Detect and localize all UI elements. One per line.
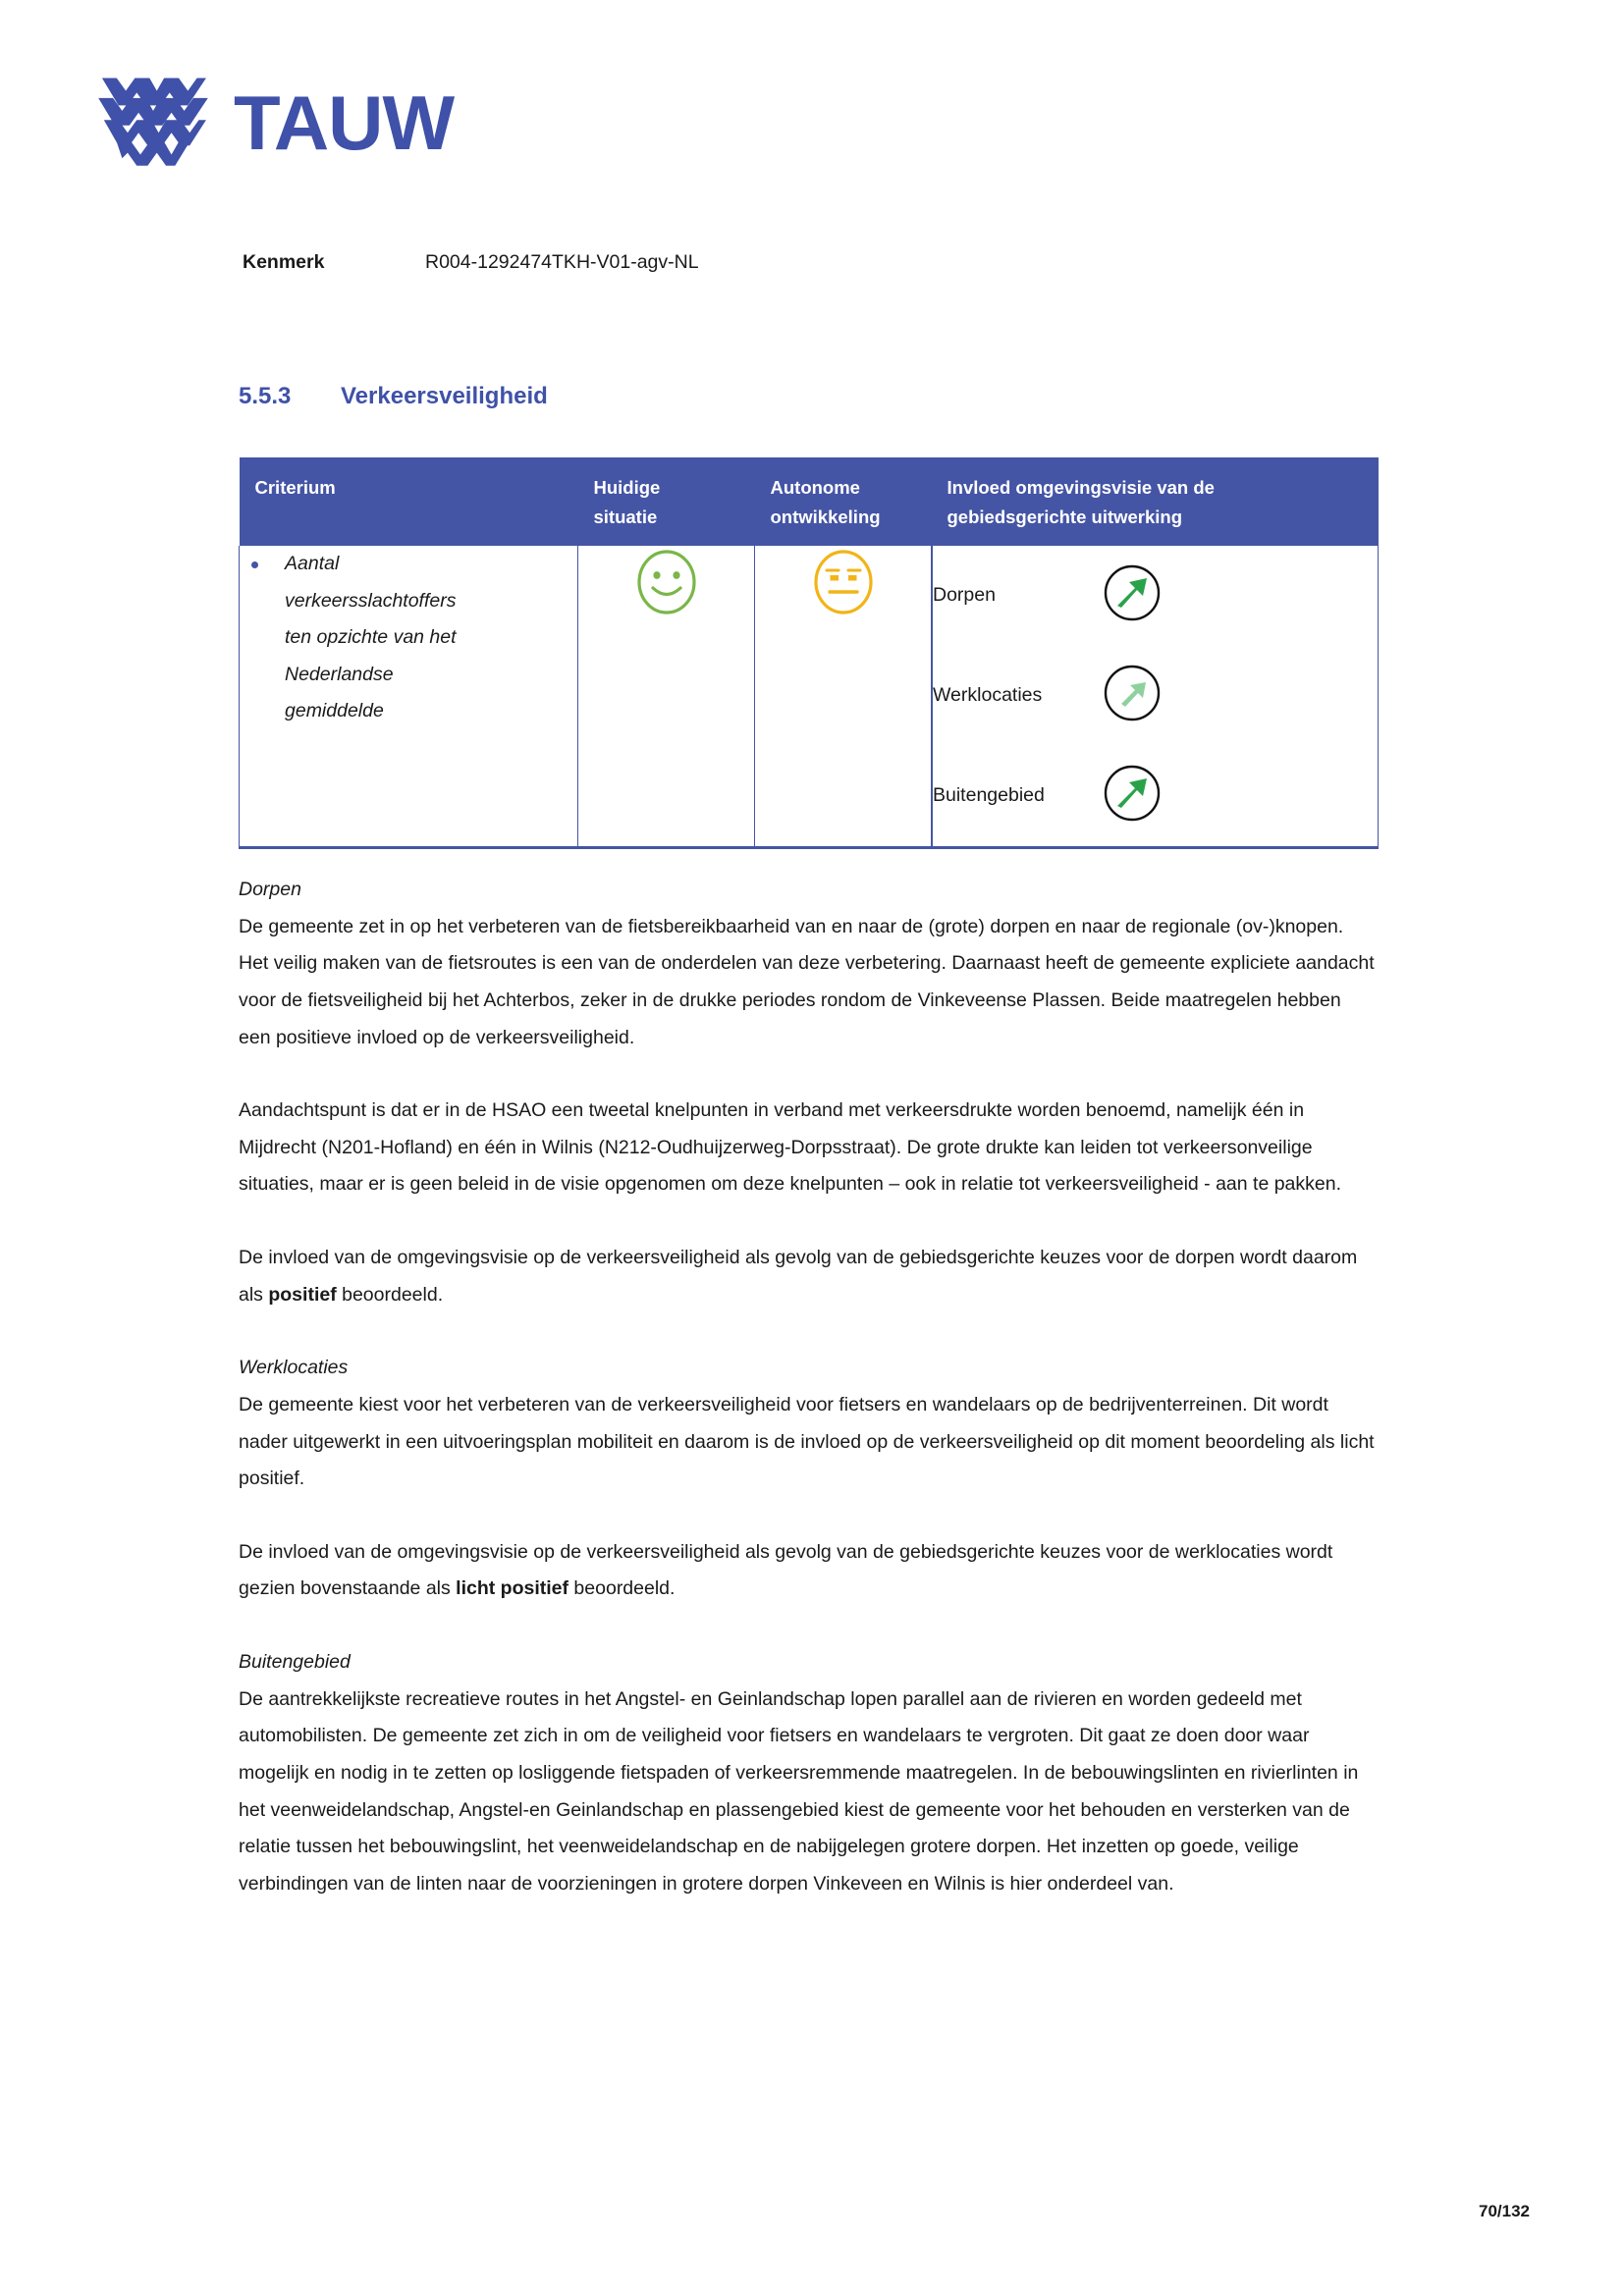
influence-label-dorpen: Dorpen [933, 546, 1099, 646]
influence-label-werklocaties: Werklocaties [933, 646, 1099, 746]
section-title: Verkeersveiligheid [341, 383, 548, 409]
body-content [239, 872, 1378, 1902]
influence-row-buitengebied [933, 746, 1378, 846]
influence-cell [932, 546, 1379, 848]
paragraph-text-a: De invloed van de omgevingsvisie op de verkeersveiligheid als gevolg van de gebiedsgerichte keuzes voor de werklocaties wordt gezien bovenstaande als [239, 1540, 1333, 1600]
subheading-dorpen: Dorpen [239, 879, 301, 900]
column-header-huidige-situatie: Huidige situatie [578, 457, 755, 546]
paragraph-spacer [239, 1498, 1378, 1534]
paragraph-text-a: De invloed van de omgevingsvisie op de verkeersveiligheid als gevolg van de gebiedsgerichte keuzes voor de dorpen wordt daarom als [239, 1247, 1358, 1306]
influence-icon-cell-buitengebied [1098, 746, 1378, 846]
paragraph-text-b: beoordeeld. [568, 1577, 676, 1600]
paragraph-spacer [239, 1203, 1378, 1240]
tauw-logo [98, 71, 454, 175]
assessment-table [239, 457, 1379, 849]
kenmerk-label: Kenmerk [243, 251, 325, 273]
arrow-up-right-icon [1098, 659, 1166, 727]
paragraph-spacer [239, 1313, 1378, 1350]
smiley-happy-icon [630, 546, 703, 623]
criterion-list [240, 546, 577, 730]
paragraph-werklocaties-1: De gemeente kiest voor het verbeteren van de verkeersveiligheid voor fietsers en wandelaars op de bedrijventerreinen. Dit wordt nader uitgewerkt in een uitvoeringsplan mobiliteit en daarom is de invloed op de verkeersveiligheid op dit moment beoordeling als licht positief. [239, 1393, 1375, 1490]
subheading-buitengebied: Buitengebied [239, 1651, 351, 1673]
paragraph-buitengebied-1: De aantrekkelijkste recreatieve routes in het Angstel- en Geinlandschap lopen parallel aan de rivieren en worden gedeeld met automobilisten. De gemeente zet zich in om de veiligheid voor fietsers en wandelaars te vergroten. Dit gaat ze doen door waar mogelijk en nodig in te zetten op losliggende fietspaden of verkeersremmende maatregelen. In de bebouwingslinten en rivierlinten in het veenweidelandschap, Angstel-en Geinlandschap en plassengebied kiest de gemeente voor het behouden en versterken van de relatie tussen het bebouwingslint, het veenweidelandschap en de nabijgelegen grotere dorpen. Het inzetten op goede, veilige verbindingen van de linten naar de voorzieningen in grotere dorpen Vinkeveen en Wilnis is hier onderdeel van. [239, 1687, 1359, 1895]
table-header-row [240, 457, 1379, 546]
column-header-invloed-omgevingsvisie: Invloed omgevingsvisie van de gebiedsgerichte uitwerking [932, 457, 1379, 546]
paragraph-dorpen-3 [239, 1240, 1378, 1313]
assessment-licht-positief: licht positief [456, 1577, 569, 1600]
criterion-line: Aantal [285, 552, 340, 574]
paragraph-text-b: beoordeeld. [336, 1283, 444, 1306]
page-number: 70/132 [1479, 2202, 1530, 2220]
arrow-up-right-icon [1098, 559, 1166, 627]
arrow-up-right-icon [1098, 759, 1166, 828]
influence-row-dorpen [933, 546, 1378, 646]
criterion-item [240, 546, 577, 730]
page-title [239, 383, 548, 410]
table-header [240, 457, 1379, 546]
paragraph-werklocaties-2 [239, 1534, 1378, 1608]
influence-subtable [932, 546, 1378, 846]
current-situation-cell [578, 546, 755, 848]
kenmerk-value: R004-1292474TKH-V01-agv-NL [425, 251, 699, 273]
influence-row-werklocaties [933, 646, 1378, 746]
column-header-criterium: Criterium [240, 457, 578, 546]
influence-icon-cell-dorpen [1098, 546, 1378, 646]
paragraph-spacer [239, 1056, 1378, 1093]
assessment-positief: positief [268, 1283, 337, 1306]
criterion-line: verkeersslachtoffers [285, 589, 457, 612]
paragraph-dorpen-1: De gemeente zet in op het verbeteren van de fietsbereikbaarheid van en naar de (grote) dorpen en naar de regionale (ov-)knopen. Het veilig maken van de fietsroutes is een van de onderdelen van deze verbetering. Daarnaast heeft de gemeente expliciete aandacht voor de fietsveiligheid bij het Achterbos, zeker in de drukke periodes rondom de Vinkeveense Plassen. Beide maatregelen hebben een positieve invloed op de verkeersveiligheid. [239, 915, 1375, 1048]
influence-icon-cell-werklocaties [1098, 646, 1378, 746]
smiley-neutral-icon [807, 546, 880, 623]
column-header-autonome-ontwikkeling: Autonome ontwikkeling [755, 457, 932, 546]
autonomous-development-cell [755, 546, 932, 848]
criterion-line: gemiddelde [285, 700, 384, 722]
paragraph-spacer [239, 1608, 1378, 1644]
document-reference [243, 253, 699, 273]
paragraph-dorpen-2: Aandachtspunt is dat er in de HSAO een tweetal knelpunten in verband met verkeersdrukte worden benoemd, namelijk één in Mijdrecht (N201-Hofland) en één in Wilnis (N212-Oudhuijzerweg-Dorpsstraat). De grote drukte kan leiden tot verkeersonveilige situaties, maar er is geen beleid in de visie opgenomen om deze knelpunten – ook in relatie tot verkeersveiligheid - aan te pakken. [239, 1099, 1342, 1196]
subheading-werklocaties: Werklocaties [239, 1357, 349, 1379]
tauw-logo-mark [98, 71, 208, 175]
criterion-cell [240, 546, 578, 848]
table-row [240, 546, 1379, 848]
table-body [240, 546, 1379, 848]
influence-label-buitengebied: Buitengebied [933, 746, 1099, 846]
tauw-wordmark: TAUW [234, 80, 455, 166]
criterion-line: Nederlandse [285, 663, 394, 685]
criterion-line: ten opzichte van het [285, 626, 457, 649]
section-number: 5.5.3 [239, 383, 292, 409]
